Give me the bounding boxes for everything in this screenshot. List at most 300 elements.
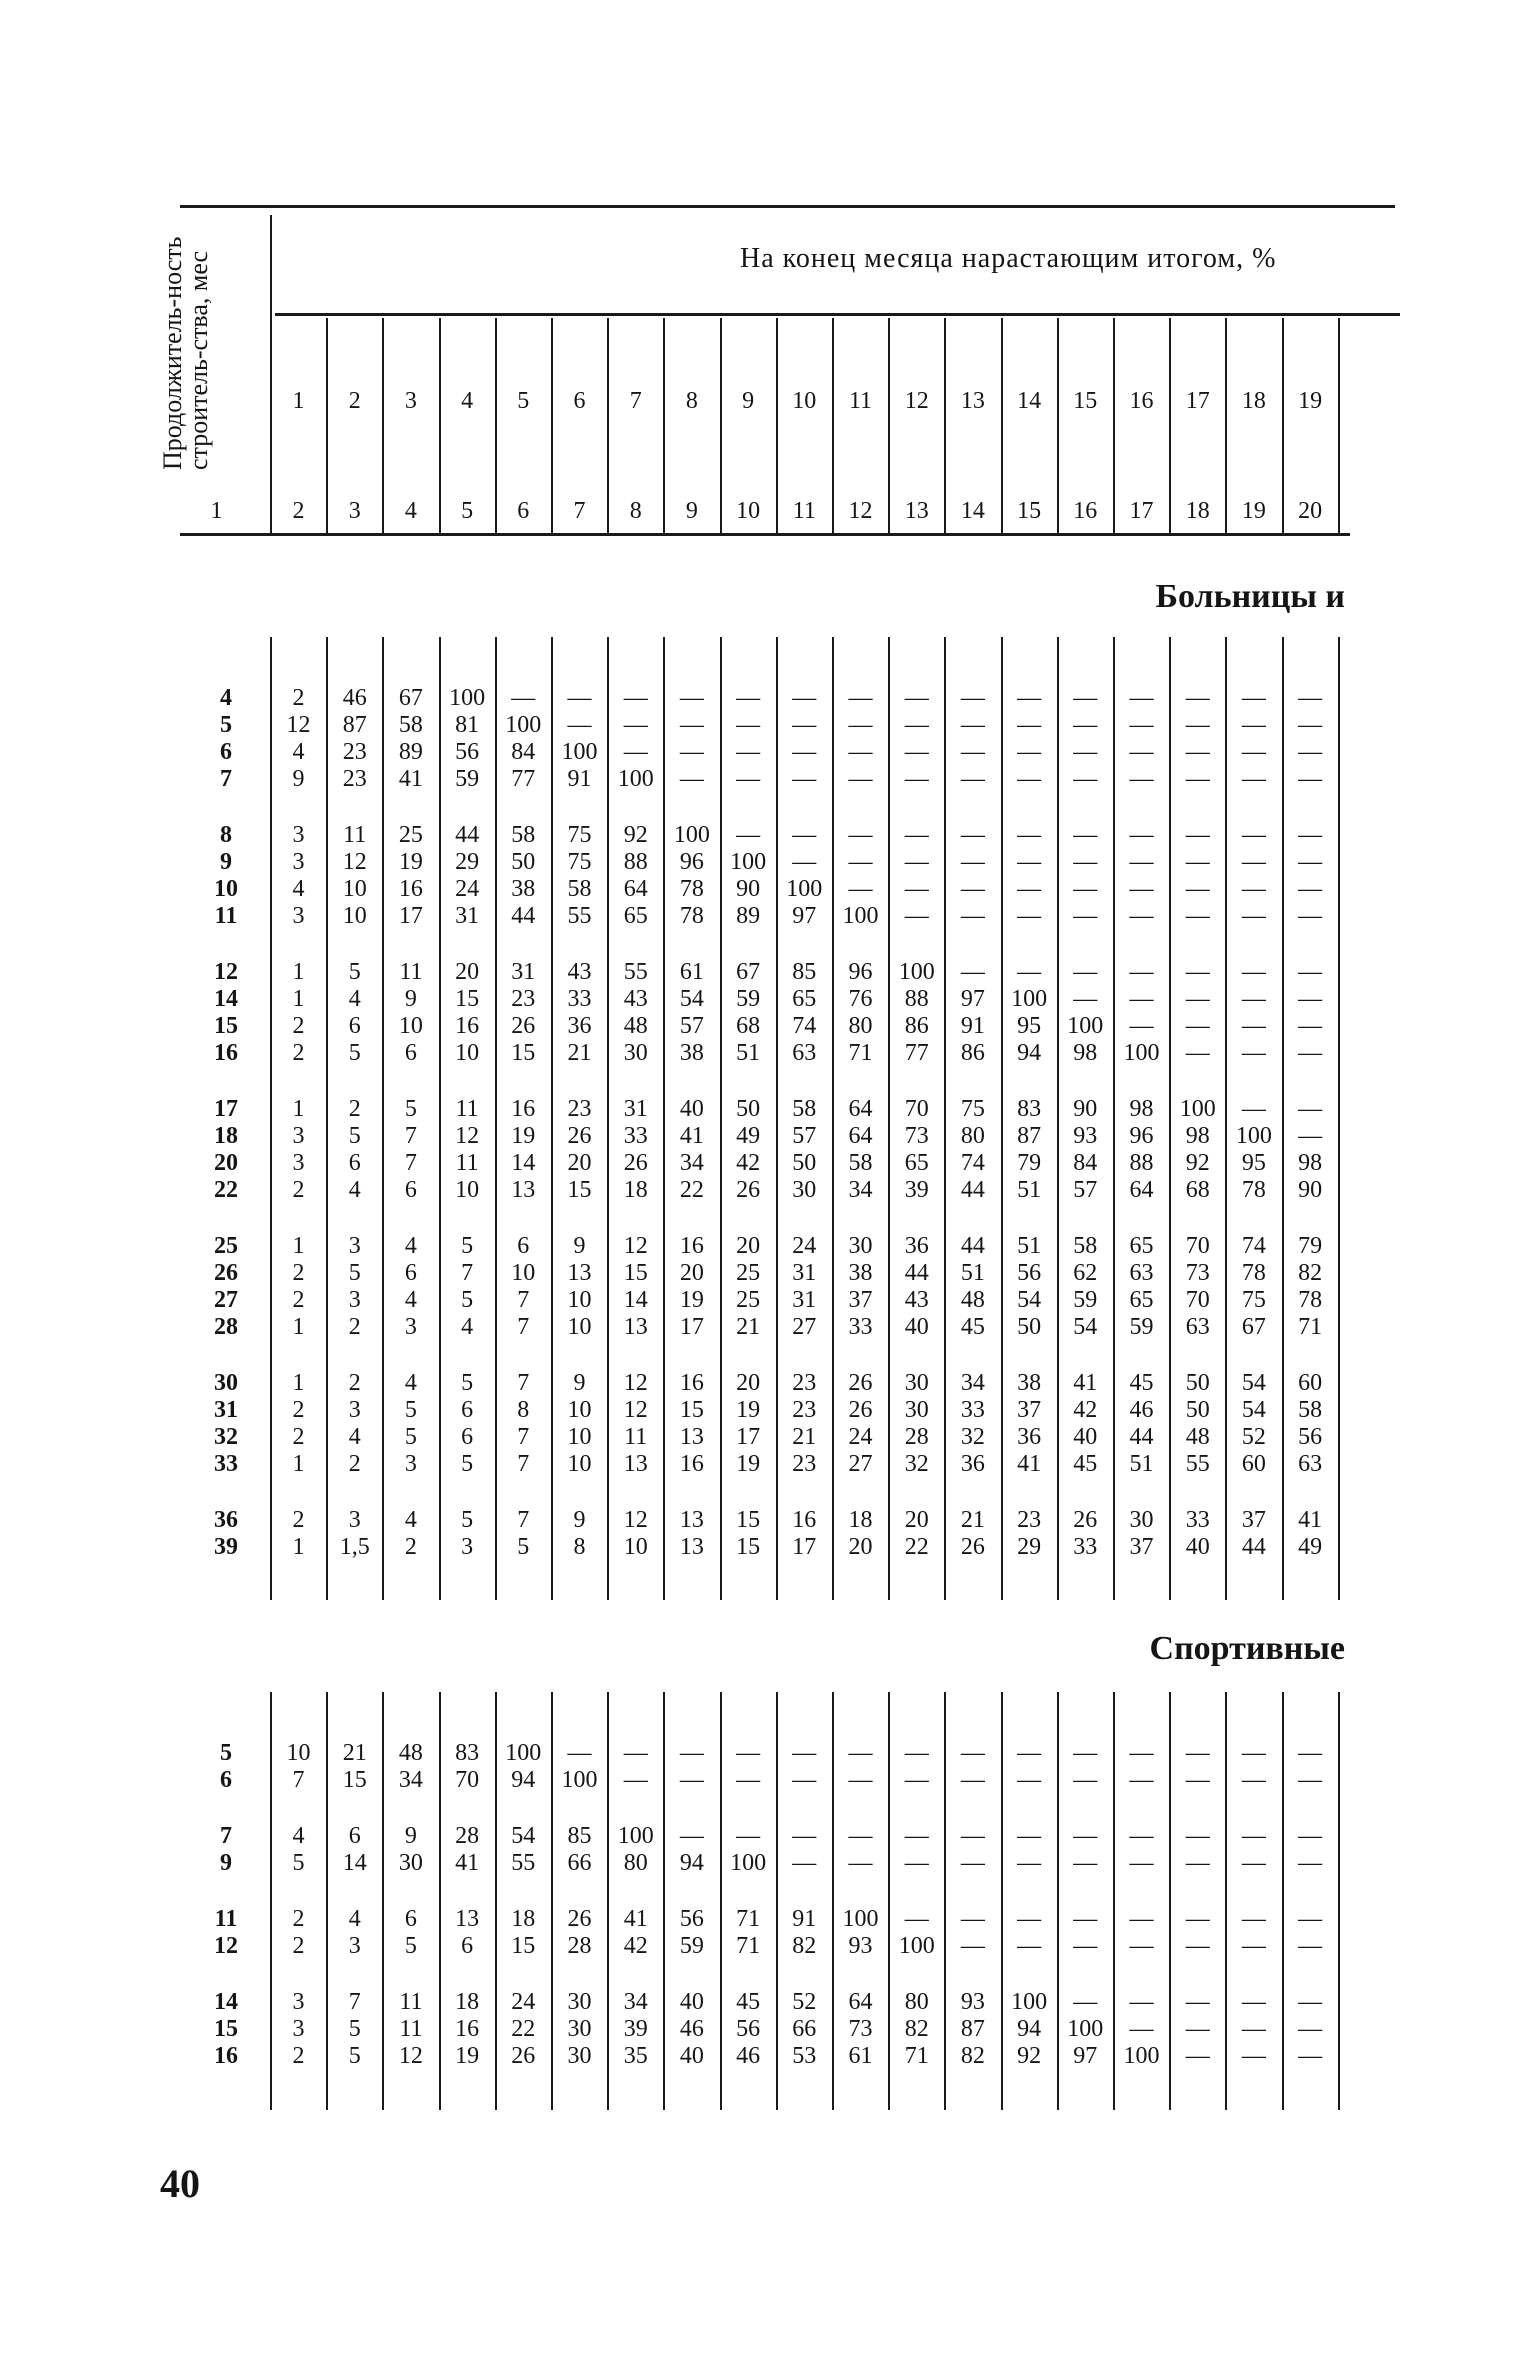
column-number-cell: 14 <box>960 498 985 524</box>
table-cell: — <box>1241 903 1266 929</box>
table-cell: — <box>1073 876 1098 902</box>
table-cell: 6 <box>348 1823 361 1849</box>
table-cell: 10 <box>567 1314 592 1340</box>
month-header-cell: 13 <box>960 388 985 414</box>
table-cell: — <box>1073 1906 1098 1932</box>
table-cell: 7 <box>517 1370 530 1396</box>
table-cell: — <box>960 1906 985 1932</box>
table-cell: — <box>904 1767 929 1793</box>
table-cell: 98 <box>1129 1096 1154 1122</box>
duration-cell: 22 <box>214 1177 238 1203</box>
table-cell: — <box>679 712 704 738</box>
table-cell: 16 <box>455 2016 480 2042</box>
table-cell: 12 <box>342 849 367 875</box>
column-divider <box>888 637 890 1600</box>
table-cell: 54 <box>679 986 704 1012</box>
table-cell: 1 <box>292 1534 305 1560</box>
table-cell: 4 <box>292 1823 305 1849</box>
table-cell: — <box>1241 712 1266 738</box>
table-cell: 71 <box>1298 1314 1323 1340</box>
duration-cell: 33 <box>214 1451 238 1477</box>
table-cell: — <box>904 766 929 792</box>
table-cell: 5 <box>404 1933 417 1959</box>
table-cell: — <box>1129 959 1154 985</box>
table-cell: — <box>792 685 817 711</box>
table-cell: 56 <box>455 739 480 765</box>
duration-cell: 30 <box>214 1370 238 1396</box>
table-cell: 27 <box>848 1451 873 1477</box>
column-divider <box>439 637 441 1600</box>
table-cell: 36 <box>1017 1424 1042 1450</box>
table-cell: 26 <box>511 1013 536 1039</box>
table-cell: 56 <box>1298 1424 1323 1450</box>
table-cell: 10 <box>342 903 367 929</box>
table-cell: — <box>679 1823 704 1849</box>
table-cell: 20 <box>567 1150 592 1176</box>
column-divider <box>1001 1692 1003 2110</box>
table-cell: 64 <box>1129 1177 1154 1203</box>
table-cell: 2 <box>292 1177 305 1203</box>
table-cell: — <box>1185 739 1210 765</box>
table-cell: 48 <box>623 1013 648 1039</box>
table-cell: 53 <box>792 2043 817 2069</box>
table-cell: 73 <box>904 1123 929 1149</box>
table-cell: 26 <box>848 1397 873 1423</box>
table-cell: — <box>960 1823 985 1849</box>
table-cell: 9 <box>292 766 305 792</box>
table-cell: — <box>1185 903 1210 929</box>
table-cell: 70 <box>1185 1233 1210 1259</box>
table-cell: 6 <box>404 1177 417 1203</box>
month-header-cell: 1 <box>292 388 305 414</box>
column-divider <box>382 637 384 1600</box>
table-cell: 61 <box>679 959 704 985</box>
table-cell: — <box>960 876 985 902</box>
table-cell: 20 <box>679 1260 704 1286</box>
month-header-cell: 12 <box>904 388 929 414</box>
table-cell: 51 <box>736 1040 761 1066</box>
column-divider <box>832 637 834 1600</box>
table-cell: 94 <box>1017 2016 1042 2042</box>
column-number-cell: 18 <box>1185 498 1210 524</box>
table-cell: 55 <box>623 959 648 985</box>
column-divider <box>776 637 778 1600</box>
table-cell: 96 <box>848 959 873 985</box>
table-cell: 51 <box>1017 1177 1042 1203</box>
table-cell: 2 <box>292 685 305 711</box>
table-cell: 80 <box>848 1013 873 1039</box>
table-cell: 87 <box>960 2016 985 2042</box>
month-header-cell: 4 <box>461 388 474 414</box>
table-cell: 100 <box>730 849 767 875</box>
table-cell: 100 <box>505 1740 542 1766</box>
table-cell: — <box>1298 959 1323 985</box>
table-cell: 92 <box>623 822 648 848</box>
table-cell: 38 <box>511 876 536 902</box>
table-cell: 74 <box>960 1150 985 1176</box>
table-cell: 100 <box>561 1767 598 1793</box>
table-cell: 58 <box>848 1150 873 1176</box>
table-cell: 64 <box>623 876 648 902</box>
table-cell: 41 <box>398 766 423 792</box>
table-cell: — <box>1073 1933 1098 1959</box>
table-cell: 38 <box>679 1040 704 1066</box>
header-mid-rule <box>275 313 1400 316</box>
table-cell: 55 <box>1185 1451 1210 1477</box>
table-cell: 10 <box>511 1260 536 1286</box>
table-cell: 6 <box>461 1424 474 1450</box>
table-cell: 31 <box>792 1287 817 1313</box>
table-cell: — <box>904 1906 929 1932</box>
table-cell: 80 <box>623 1850 648 1876</box>
table-cell: 2 <box>292 1260 305 1286</box>
table-cell: 37 <box>848 1287 873 1313</box>
table-cell: 14 <box>623 1287 648 1313</box>
table-cell: 17 <box>792 1534 817 1560</box>
table-cell: 1 <box>292 1451 305 1477</box>
table-cell: — <box>1129 1013 1154 1039</box>
table-cell: 73 <box>848 2016 873 2042</box>
table-cell: 91 <box>960 1013 985 1039</box>
table-cell: 100 <box>1067 1013 1104 1039</box>
table-cell: 63 <box>1129 1260 1154 1286</box>
table-cell: 13 <box>567 1260 592 1286</box>
table-cell: — <box>904 712 929 738</box>
table-cell: 33 <box>567 986 592 1012</box>
table-cell: — <box>1241 1933 1266 1959</box>
table-cell: 74 <box>792 1013 817 1039</box>
table-cell: — <box>960 712 985 738</box>
table-cell: 24 <box>511 1989 536 2015</box>
table-cell: 20 <box>736 1233 761 1259</box>
duration-cell: 32 <box>214 1424 238 1450</box>
table-cell: — <box>904 739 929 765</box>
table-cell: 25 <box>736 1260 761 1286</box>
table-cell: 41 <box>1298 1507 1323 1533</box>
duration-cell: 5 <box>220 712 232 738</box>
table-cell: 91 <box>567 766 592 792</box>
table-cell: 48 <box>1185 1424 1210 1450</box>
table-cell: 24 <box>792 1233 817 1259</box>
table-cell: 28 <box>904 1424 929 1450</box>
table-cell: 14 <box>342 1850 367 1876</box>
table-cell: 75 <box>1241 1287 1266 1313</box>
table-cell: 63 <box>1298 1451 1323 1477</box>
table-cell: 4 <box>404 1233 417 1259</box>
table-cell: 23 <box>792 1370 817 1396</box>
table-cell: 41 <box>455 1850 480 1876</box>
table-cell: 3 <box>292 1150 305 1176</box>
table-cell: 82 <box>904 2016 929 2042</box>
column-number-cell: 2 <box>292 498 305 524</box>
column-divider <box>1338 1692 1340 2110</box>
table-cell: 15 <box>567 1177 592 1203</box>
table-cell: 15 <box>342 1767 367 1793</box>
column-divider <box>832 1692 834 2110</box>
table-cell: 93 <box>960 1989 985 2015</box>
table-cell: — <box>960 1933 985 1959</box>
table-cell: 10 <box>455 1040 480 1066</box>
table-cell: 92 <box>1185 1150 1210 1176</box>
table-cell: 58 <box>398 712 423 738</box>
table-cell: 26 <box>623 1150 648 1176</box>
table-cell: — <box>1073 1740 1098 1766</box>
table-cell: 100 <box>1067 2016 1104 2042</box>
table-cell: 50 <box>736 1096 761 1122</box>
column-number-cell: 7 <box>573 498 586 524</box>
table-cell: 88 <box>1129 1150 1154 1176</box>
table-cell: — <box>679 1767 704 1793</box>
table-cell: 13 <box>679 1507 704 1533</box>
column-number-cell: 19 <box>1241 498 1266 524</box>
table-cell: 95 <box>1017 1013 1042 1039</box>
duration-cell: 31 <box>214 1397 238 1423</box>
table-cell: 98 <box>1073 1040 1098 1066</box>
table-cell: 20 <box>904 1507 929 1533</box>
table-cell: 26 <box>960 1534 985 1560</box>
duration-cell: 6 <box>220 1767 232 1793</box>
table-cell: — <box>1017 1740 1042 1766</box>
table-cell: 5 <box>348 1123 361 1149</box>
table-cell: 51 <box>1017 1233 1042 1259</box>
table-cell: — <box>1185 712 1210 738</box>
table-cell: 16 <box>679 1233 704 1259</box>
table-cell: 34 <box>848 1177 873 1203</box>
table-cell: — <box>1298 739 1323 765</box>
duration-cell: 17 <box>214 1096 238 1122</box>
table-cell: — <box>960 766 985 792</box>
column-divider <box>439 1692 441 2110</box>
table-cell: 84 <box>511 739 536 765</box>
column-divider <box>326 637 328 1600</box>
table-cell: — <box>623 712 648 738</box>
table-cell: 100 <box>1123 1040 1160 1066</box>
duration-cell: 9 <box>220 849 232 875</box>
table-cell: — <box>1298 849 1323 875</box>
table-cell: 44 <box>960 1233 985 1259</box>
table-cell: 60 <box>1241 1451 1266 1477</box>
table-cell: — <box>1129 1906 1154 1932</box>
table-cell: 93 <box>848 1933 873 1959</box>
table-cell: 30 <box>567 2016 592 2042</box>
table-cell: 46 <box>1129 1397 1154 1423</box>
table-cell: 39 <box>623 2016 648 2042</box>
table-cell: 34 <box>623 1989 648 2015</box>
table-cell: 50 <box>1185 1370 1210 1396</box>
table-cell: 4 <box>348 986 361 1012</box>
table-cell: — <box>1073 1850 1098 1876</box>
table-cell: 71 <box>736 1906 761 1932</box>
table-cell: — <box>848 876 873 902</box>
table-cell: 15 <box>736 1507 761 1533</box>
table-cell: 3 <box>292 849 305 875</box>
table-cell: — <box>1073 903 1098 929</box>
table-cell: 77 <box>511 766 536 792</box>
table-cell: — <box>1298 903 1323 929</box>
table-cell: 4 <box>461 1314 474 1340</box>
column-divider <box>776 1692 778 2110</box>
table-cell: — <box>1298 685 1323 711</box>
table-cell: 54 <box>1073 1314 1098 1340</box>
table-cell: 15 <box>736 1534 761 1560</box>
table-cell: — <box>736 712 761 738</box>
table-cell: — <box>1298 1906 1323 1932</box>
table-cell: 16 <box>455 1013 480 1039</box>
table-cell: — <box>1073 849 1098 875</box>
table-cell: 21 <box>736 1314 761 1340</box>
table-cell: 49 <box>1298 1534 1323 1560</box>
column-number-cell: 9 <box>685 498 698 524</box>
table-cell: — <box>1298 876 1323 902</box>
table-cell: 78 <box>1241 1260 1266 1286</box>
table-cell: 26 <box>1073 1507 1098 1533</box>
table-cell: 1 <box>292 1314 305 1340</box>
table-cell: — <box>567 685 592 711</box>
column-divider <box>1225 1692 1227 2110</box>
table-cell: — <box>1185 685 1210 711</box>
month-header-cell: 6 <box>573 388 586 414</box>
table-cell: 12 <box>455 1123 480 1149</box>
table-cell: 4 <box>348 1424 361 1450</box>
table-cell: — <box>679 685 704 711</box>
table-cell: 97 <box>960 986 985 1012</box>
table-cell: 78 <box>679 903 704 929</box>
table-cell: 94 <box>1017 1040 1042 1066</box>
table-cell: — <box>792 1850 817 1876</box>
table-cell: — <box>1241 1767 1266 1793</box>
table-cell: — <box>792 712 817 738</box>
table-cell: — <box>1185 1013 1210 1039</box>
table-cell: 28 <box>455 1823 480 1849</box>
table-cell: — <box>1073 766 1098 792</box>
table-cell: 3 <box>292 822 305 848</box>
table-cell: 51 <box>1129 1451 1154 1477</box>
table-cell: 75 <box>567 822 592 848</box>
table-cell: 63 <box>792 1040 817 1066</box>
duration-cell: 10 <box>214 876 238 902</box>
table-cell: 3 <box>348 1397 361 1423</box>
header-bottom-rule <box>180 533 1350 536</box>
table-cell: 41 <box>1017 1451 1042 1477</box>
column-divider <box>944 637 946 1600</box>
table-cell: 44 <box>1241 1534 1266 1560</box>
table-cell: — <box>1241 876 1266 902</box>
table-cell: 5 <box>461 1507 474 1533</box>
table-cell: — <box>960 903 985 929</box>
table-cell: 78 <box>1241 1177 1266 1203</box>
column-number-cell: 17 <box>1129 498 1154 524</box>
table-cell: 49 <box>736 1123 761 1149</box>
table-cell: 83 <box>455 1740 480 1766</box>
table-cell: 2 <box>292 1933 305 1959</box>
table-cell: 57 <box>679 1013 704 1039</box>
table-cell: 7 <box>517 1451 530 1477</box>
table-cell: 58 <box>511 822 536 848</box>
table-cell: 5 <box>348 2043 361 2069</box>
table-cell: 44 <box>960 1177 985 1203</box>
table-cell: — <box>1185 986 1210 1012</box>
table-cell: — <box>1017 766 1042 792</box>
table-cell: — <box>1241 1040 1266 1066</box>
table-cell: 26 <box>511 2043 536 2069</box>
table-cell: 87 <box>342 712 367 738</box>
table-cell: — <box>1129 1823 1154 1849</box>
table-cell: 33 <box>623 1123 648 1149</box>
column-divider <box>551 637 553 1600</box>
column-number-cell: 10 <box>736 498 761 524</box>
table-cell: 5 <box>292 1850 305 1876</box>
section-title-hospitals: Больницы и <box>1155 578 1345 615</box>
table-cell: 3 <box>292 2016 305 2042</box>
duration-cell: 16 <box>214 2043 238 2069</box>
table-cell: 16 <box>792 1507 817 1533</box>
column-divider <box>1225 637 1227 1600</box>
column-divider <box>720 1692 722 2110</box>
table-cell: 65 <box>792 986 817 1012</box>
table-cell: 28 <box>567 1933 592 1959</box>
column-divider <box>1169 1692 1171 2110</box>
table-cell: 45 <box>1073 1451 1098 1477</box>
table-cell: 13 <box>455 1906 480 1932</box>
table-cell: — <box>904 822 929 848</box>
table-cell: 23 <box>792 1397 817 1423</box>
duration-cell: 9 <box>220 1850 232 1876</box>
column-divider <box>607 637 609 1600</box>
table-cell: 44 <box>511 903 536 929</box>
duration-cell: 39 <box>214 1534 238 1560</box>
column-divider <box>382 1692 384 2110</box>
duration-cell: 16 <box>214 1040 238 1066</box>
table-cell: 58 <box>792 1096 817 1122</box>
column-divider <box>270 1692 272 2110</box>
table-cell: 68 <box>1185 1177 1210 1203</box>
table-cell: — <box>736 685 761 711</box>
table-cell: 100 <box>561 739 598 765</box>
table-cell: 50 <box>511 849 536 875</box>
table-cell: 51 <box>960 1260 985 1286</box>
table-cell: 20 <box>455 959 480 985</box>
table-cell: — <box>848 739 873 765</box>
table-cell: 33 <box>1073 1534 1098 1560</box>
table-cell: — <box>960 685 985 711</box>
table-cell: 8 <box>573 1534 586 1560</box>
table-cell: — <box>1073 822 1098 848</box>
table-cell: — <box>1073 739 1098 765</box>
table-cell: 30 <box>398 1850 423 1876</box>
column-divider <box>1282 637 1284 1600</box>
duration-cell: 12 <box>214 1933 238 1959</box>
table-cell: — <box>1185 1767 1210 1793</box>
table-cell: 3 <box>404 1314 417 1340</box>
table-cell: — <box>1185 1040 1210 1066</box>
table-cell: 5 <box>461 1287 474 1313</box>
table-cell: 7 <box>517 1314 530 1340</box>
table-cell: 18 <box>623 1177 648 1203</box>
table-cell: 81 <box>455 712 480 738</box>
table-cell: 29 <box>455 849 480 875</box>
table-cell: 7 <box>404 1150 417 1176</box>
table-cell: 44 <box>1129 1424 1154 1450</box>
table-cell: 3 <box>348 1933 361 1959</box>
table-cell: — <box>1185 1740 1210 1766</box>
table-cell: — <box>848 822 873 848</box>
table-cell: 5 <box>461 1233 474 1259</box>
table-cell: 2 <box>404 1534 417 1560</box>
table-cell: 26 <box>567 1906 592 1932</box>
table-cell: 14 <box>511 1150 536 1176</box>
table-cell: — <box>1129 2016 1154 2042</box>
table-cell: — <box>904 876 929 902</box>
